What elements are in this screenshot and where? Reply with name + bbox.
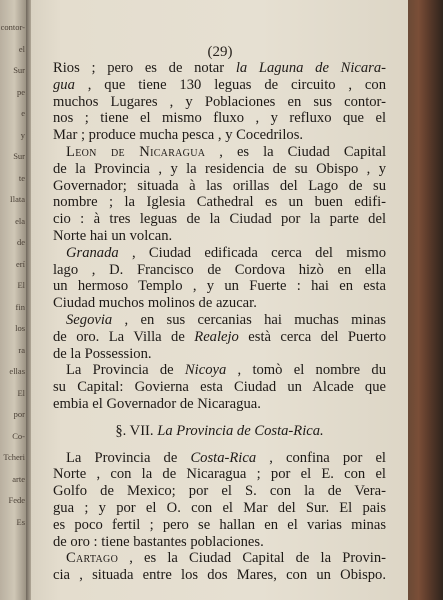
facing-page-fragment: Tcheri — [3, 452, 25, 462]
facing-page-fragment: Es — [16, 516, 25, 527]
facing-page-fragment: de — [16, 237, 25, 247]
facing-page-fragment: arte — [12, 473, 25, 484]
facing-page-fragment: por — [13, 409, 25, 419]
facing-page-fragment: el — [18, 43, 25, 54]
text-line: lago , D. Francisco de Cordova hizò en ella — [53, 261, 386, 278]
facing-page-fragment: contor- — [0, 22, 25, 32]
text-line: de oro. La Villa de Realejo està cerca del Puerto — [53, 328, 387, 345]
facing-page-fragment: Sur — [13, 65, 25, 75]
facing-page-fragment: te — [18, 172, 25, 183]
text-line: cia , situada entre los dos Mares, con un Obispo. — [53, 567, 386, 584]
text-line: de la Possession. — [53, 345, 152, 362]
book-page — [31, 0, 409, 600]
text-line: de oro : tiene bastantes poblaciones. — [53, 533, 264, 550]
facing-page-fragment: El — [17, 387, 25, 398]
facing-page-fragment: pe — [16, 86, 25, 97]
text-line: Mar ; produce mucha pesca , y Cocedrilos. — [53, 127, 304, 144]
facing-page-fragment: erí — [16, 258, 25, 269]
facing-page-fragment: ellas — [9, 366, 25, 376]
facing-page-fragment: Sur — [13, 151, 25, 161]
page-text — [53, 60, 386, 584]
facing-page-fragment: fin — [15, 301, 25, 312]
text-line: La Provincia de Nicoya , tomò el nombre du — [66, 362, 386, 379]
facing-page-fragment: Co- — [12, 430, 25, 441]
facing-page-fragment: Fede — [8, 495, 25, 505]
text-line: Norte , con la de Nicaragua ; por el E. con el — [53, 466, 386, 483]
section-heading: §. VII. La Provincia de Costa-Rica. — [115, 422, 324, 439]
text-line: Segovia , en sus cercanias hai muchas minas — [66, 311, 386, 328]
text-line: muchos Lugares , y Poblaciones en sus contor- — [53, 93, 386, 110]
text-line: nombre ; la Iglesia Cathedral es un buen edifi- — [53, 194, 386, 211]
text-line: es poco fertil ; pero se hallan en el varias minas — [53, 516, 386, 533]
text-line: un hermoso Templo , y un Fuerte : hai en esta — [53, 278, 386, 295]
facing-page-fragment: ra — [18, 344, 25, 355]
book-cover-edge — [408, 0, 443, 600]
text-line: La Provincia de Costa-Rica , confina por el — [66, 449, 386, 466]
facing-page-fragment: Ilata — [9, 194, 25, 204]
text-line: Governador; situada à las orillas del Lago de su — [53, 177, 386, 194]
text-line: Leon de Nicaragua , es la Ciudad Capital — [66, 143, 387, 160]
text-line: Granada , Ciudad edificada cerca del mismo — [66, 244, 386, 261]
text-line: gua ; y por el O. con el Mar del Sur. El pais — [53, 499, 386, 516]
text-line: cio : à tres leguas de la Ciudad por la parte del — [53, 211, 386, 228]
text-line: Norte hai un volcan. — [53, 227, 173, 244]
text-line: Rios ; pero es de notar la Laguna de Nicara- — [53, 60, 387, 76]
text-line: embia el Governador de Nicaragua. — [53, 395, 261, 412]
text-line: Golfo de Mexico; por el S. con la de Vera- — [53, 483, 386, 500]
facing-page-fragment: e — [21, 108, 25, 118]
text-line: de la Provincia , y la residencia de su Obispo , y — [53, 160, 386, 177]
facing-page-fragment: El — [17, 280, 25, 290]
text-line: Cartago , es la Ciudad Capital de la Provin- — [66, 550, 386, 567]
left-page-edge — [0, 0, 26, 600]
text-line: nos ; tiene el mismo fluxo , y refluxo que el — [53, 110, 386, 127]
text-line: Ciudad muchos molinos de azucar. — [53, 295, 257, 312]
text-line: gua , que tiene 130 leguas de circuito , con — [53, 76, 386, 93]
facing-page-fragment: los — [15, 323, 25, 333]
facing-page-fragment: y — [20, 129, 25, 140]
text-line: su Capital: Govierna esta Ciudad un Alcade que — [53, 379, 386, 396]
page-number: (29) — [207, 44, 233, 60]
facing-page-fragment: ela — [15, 215, 25, 226]
